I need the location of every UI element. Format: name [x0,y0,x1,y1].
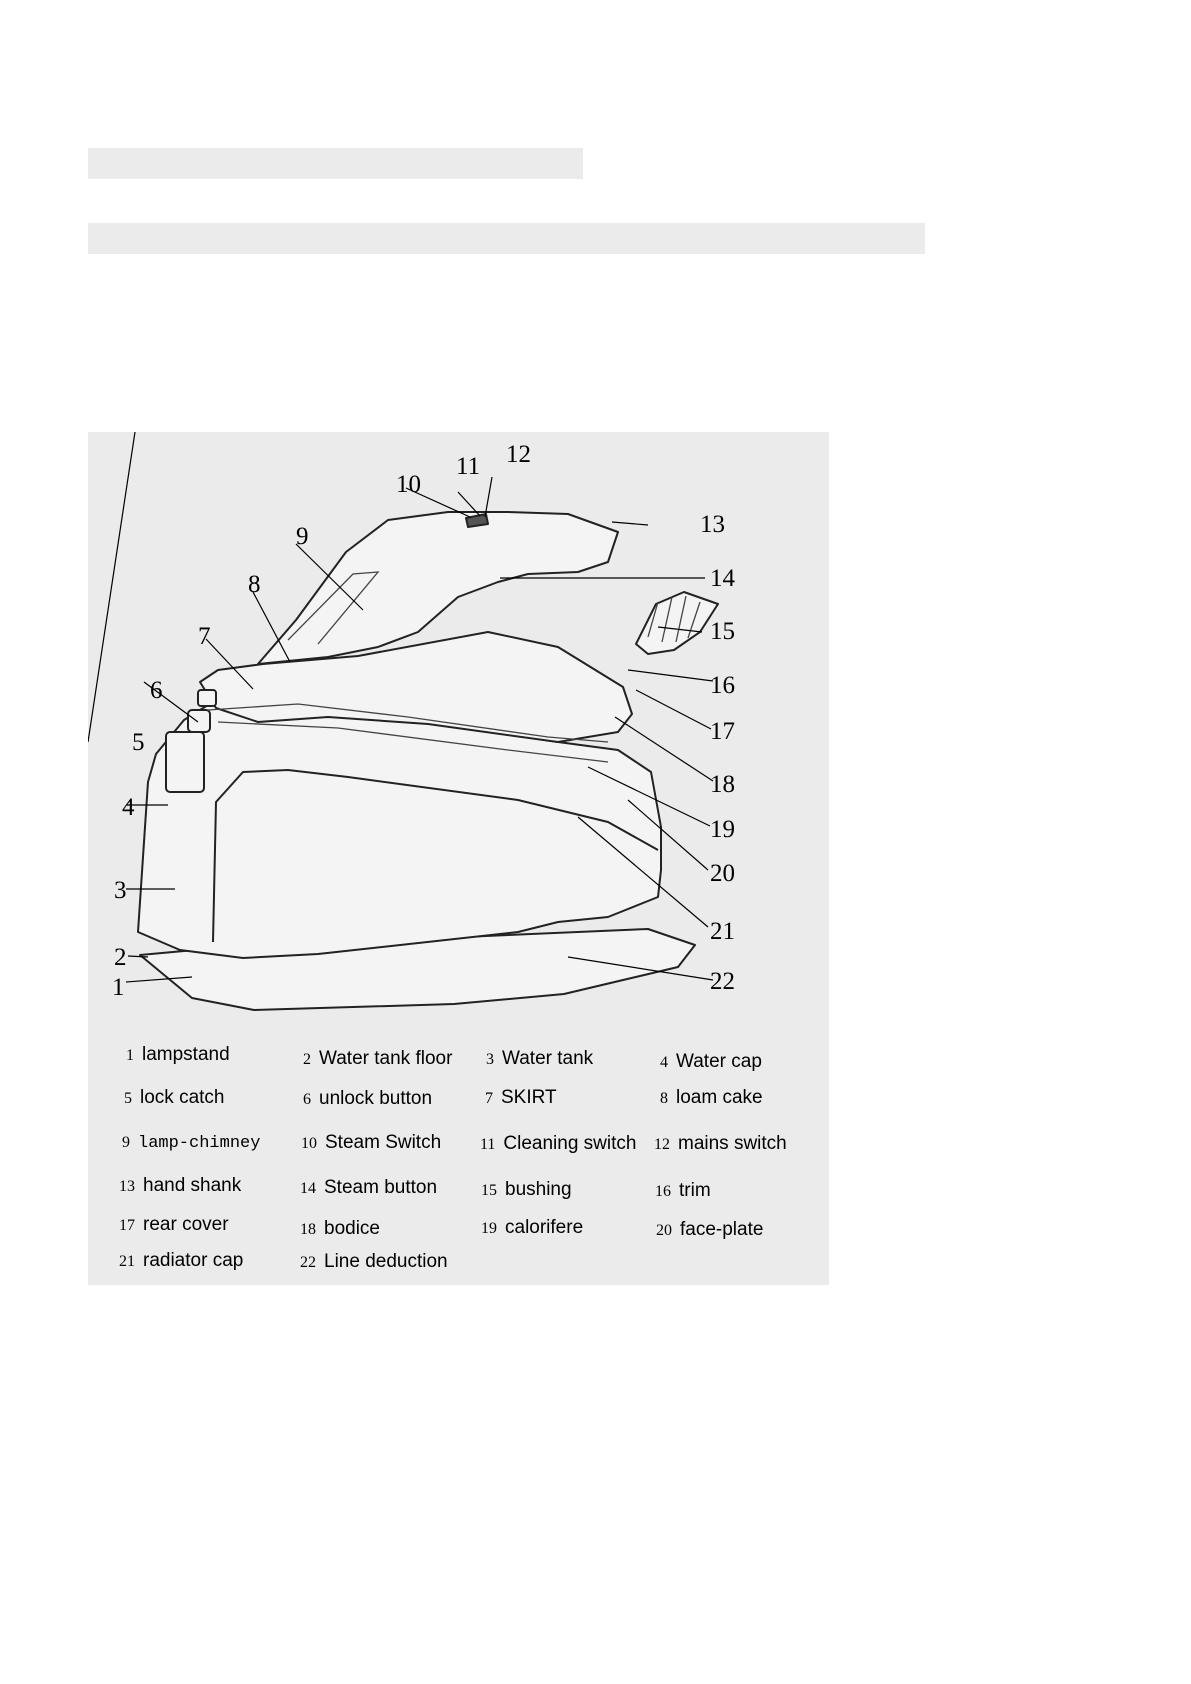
legend-num: 5 [124,1090,132,1107]
callout-2: 2 [114,944,127,971]
legend-label: lock catch [140,1087,225,1108]
legend-num: 17 [119,1217,135,1234]
legend-item [122,1131,260,1153]
callout-14: 14 [710,565,735,592]
legend-num: 9 [122,1134,130,1151]
callout-15: 15 [710,618,735,645]
legend-num: 12 [654,1136,670,1153]
legend-item [486,1048,593,1070]
legend-label: mains switch [678,1133,787,1154]
legend-item [480,1133,636,1155]
legend-num: 2 [303,1051,311,1068]
callout-10: 10 [396,471,421,498]
callout-18: 18 [710,771,735,798]
callout-12: 12 [506,441,531,468]
unlock-button-shape [198,690,216,706]
legend-item [656,1219,763,1241]
callout-4: 4 [122,794,135,821]
legend-num: 6 [303,1091,311,1108]
legend-item [119,1250,243,1272]
legend-label: bushing [505,1179,572,1200]
legend-item [660,1051,762,1073]
callout-5: 5 [132,729,145,756]
legend-label: Water cap [676,1051,762,1072]
legend-label: radiator cap [143,1250,244,1271]
callout-21: 21 [710,918,735,945]
legend-label: SKIRT [501,1087,557,1108]
callout-7: 7 [198,623,211,650]
callout-3: 3 [114,877,127,904]
legend-item [119,1175,241,1197]
legend-label: Water tank floor [319,1048,453,1069]
cord-bushing-shape [636,592,718,654]
legend-item [126,1044,230,1066]
legend-num: 8 [660,1090,668,1107]
legend-label: lamp-chimney [138,1134,261,1153]
legend-label: Steam Switch [325,1132,442,1153]
iron-parts-figure [88,432,829,1285]
legend-item [660,1087,763,1109]
legend-item [119,1214,229,1236]
legend-num: 1 [126,1047,134,1064]
legend-label: trim [679,1180,711,1201]
lock-catch-shape [188,710,210,732]
legend-num: 7 [485,1090,493,1107]
legend-item [655,1180,711,1202]
legend-item [654,1133,787,1155]
legend-num: 11 [480,1136,496,1153]
legend-item [124,1087,224,1109]
legend-item [300,1218,380,1240]
callout-11: 11 [456,453,481,480]
legend-num: 14 [300,1180,316,1197]
callout-1: 1 [112,974,125,1001]
legend-num: 15 [481,1182,497,1199]
legend-item [303,1048,452,1070]
legend-item [485,1087,557,1109]
legend-num: 19 [481,1220,497,1237]
legend-num: 10 [301,1135,317,1152]
water-cap-window [166,732,204,792]
legend-label: Steam button [324,1177,438,1198]
legend-num: 22 [300,1254,316,1271]
legend-label: Water tank [502,1048,594,1069]
legend-num: 20 [656,1222,672,1239]
legend-label: Line deduction [324,1251,448,1272]
callout-20: 20 [710,860,735,887]
steam-iron-drawing [88,432,829,1285]
legend-label: lampstand [142,1044,230,1065]
callout-16: 16 [710,672,735,699]
callout-19: 19 [710,816,735,843]
legend-num: 21 [119,1253,135,1270]
legend-item [303,1088,432,1110]
legend-num: 18 [300,1221,316,1238]
legend-num: 13 [119,1178,135,1195]
callout-22: 22 [710,968,735,995]
legend-item [300,1177,437,1199]
legend-label: calorifere [505,1217,584,1238]
legend-label: unlock button [319,1088,433,1109]
legend-label: rear cover [143,1214,229,1235]
redacted-text-bar [88,223,925,254]
legend-item [301,1132,441,1154]
legend-item [300,1251,448,1273]
callout-9: 9 [296,523,309,550]
legend-item [481,1217,583,1239]
legend-label: Cleaning switch [503,1133,637,1154]
legend-num: 4 [660,1054,668,1071]
callout-6: 6 [150,677,163,704]
legend-label: bodice [324,1218,380,1239]
callout-17: 17 [710,718,735,745]
legend-label: face-plate [680,1219,764,1240]
callout-13: 13 [700,511,725,538]
legend-num: 16 [655,1183,671,1200]
callout-8: 8 [248,571,261,598]
legend-label: loam cake [676,1087,763,1108]
legend-label: hand shank [143,1175,242,1196]
redacted-heading-bar [88,148,583,179]
legend-num: 3 [486,1051,494,1068]
legend-item [481,1179,572,1201]
